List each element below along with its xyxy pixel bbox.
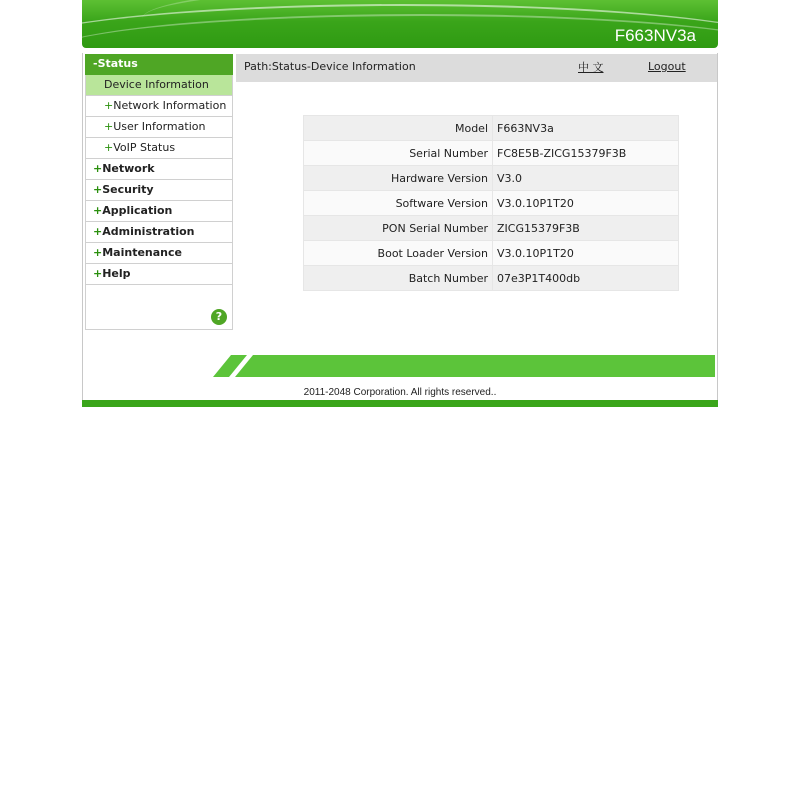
- language-switch-link[interactable]: 中 文: [578, 61, 604, 74]
- device-info-table: [303, 115, 679, 291]
- field-value: 07e3P1T400db: [493, 266, 679, 291]
- path-bar: [236, 54, 717, 82]
- sidebar-item-label: Network Information: [113, 99, 227, 112]
- sidebar-section-label: Administration: [102, 225, 195, 238]
- sidebar-section-label: Network: [102, 162, 155, 175]
- sidebar-section-application[interactable]: [85, 201, 233, 222]
- expand-plus-icon: +: [93, 225, 103, 238]
- expand-plus-icon: +: [93, 183, 103, 196]
- table-row: [304, 216, 679, 241]
- table-row: [304, 191, 679, 216]
- table-row: [304, 166, 679, 191]
- sidebar-item-user-information[interactable]: [85, 117, 233, 138]
- field-label: Batch Number: [304, 266, 493, 291]
- field-label: Model: [304, 116, 493, 141]
- footer-green-bar: [213, 355, 715, 377]
- field-label: Boot Loader Version: [304, 241, 493, 266]
- table-row: [304, 116, 679, 141]
- sidebar-section-label: Application: [102, 204, 173, 217]
- sidebar-section-help[interactable]: [85, 264, 233, 285]
- breadcrumb: Path:Status-Device Information: [244, 60, 416, 73]
- logout-link[interactable]: Logout: [648, 60, 686, 73]
- sidebar-item-label: VoIP Status: [113, 141, 176, 154]
- field-value: FC8E5B-ZICG15379F3B: [493, 141, 679, 166]
- sidebar-item-voip-status[interactable]: [85, 138, 233, 159]
- field-label: PON Serial Number: [304, 216, 493, 241]
- expand-plus-icon: +: [93, 204, 103, 217]
- sidebar-section-status[interactable]: -Status: [85, 54, 233, 75]
- table-row: [304, 141, 679, 166]
- footer-strip: [82, 400, 718, 407]
- copyright-text: 2011-2048 Corporation. All rights reserved..: [303, 387, 497, 398]
- page-frame: [82, 0, 718, 407]
- field-value: V3.0: [493, 166, 679, 191]
- field-value: V3.0.10P1T20: [493, 241, 679, 266]
- expand-plus-icon: +: [93, 267, 103, 280]
- main-panel: [82, 53, 718, 406]
- field-value: V3.0.10P1T20: [493, 191, 679, 216]
- sidebar-section-maintenance[interactable]: [85, 243, 233, 264]
- product-name: F663NV3a: [614, 26, 696, 45]
- field-value: F663NV3a: [493, 116, 679, 141]
- table-row: [304, 241, 679, 266]
- help-icon[interactable]: ?: [211, 309, 227, 325]
- expand-plus-icon: +: [104, 120, 114, 133]
- sidebar-item-label: User Information: [113, 120, 206, 133]
- sidebar: [85, 54, 233, 330]
- sidebar-section-administration[interactable]: [85, 222, 233, 243]
- field-label: Software Version: [304, 191, 493, 216]
- sidebar-footer: [85, 285, 233, 330]
- sidebar-section-label: Maintenance: [102, 246, 182, 259]
- sidebar-section-security[interactable]: [85, 180, 233, 201]
- expand-plus-icon: +: [93, 162, 103, 175]
- field-label: Serial Number: [304, 141, 493, 166]
- field-label: Hardware Version: [304, 166, 493, 191]
- sidebar-section-label: Help: [102, 267, 131, 280]
- sidebar-item-label: Device Information: [104, 78, 209, 91]
- sidebar-section-network[interactable]: [85, 159, 233, 180]
- header-banner: [82, 0, 718, 48]
- expand-plus-icon: +: [104, 141, 114, 154]
- field-value: ZICG15379F3B: [493, 216, 679, 241]
- expand-plus-icon: +: [93, 246, 103, 259]
- sidebar-section-label: Security: [102, 183, 154, 196]
- sidebar-item-device-information[interactable]: [85, 75, 233, 96]
- sidebar-item-network-information[interactable]: [85, 96, 233, 117]
- table-row: [304, 266, 679, 291]
- expand-plus-icon: +: [104, 99, 114, 112]
